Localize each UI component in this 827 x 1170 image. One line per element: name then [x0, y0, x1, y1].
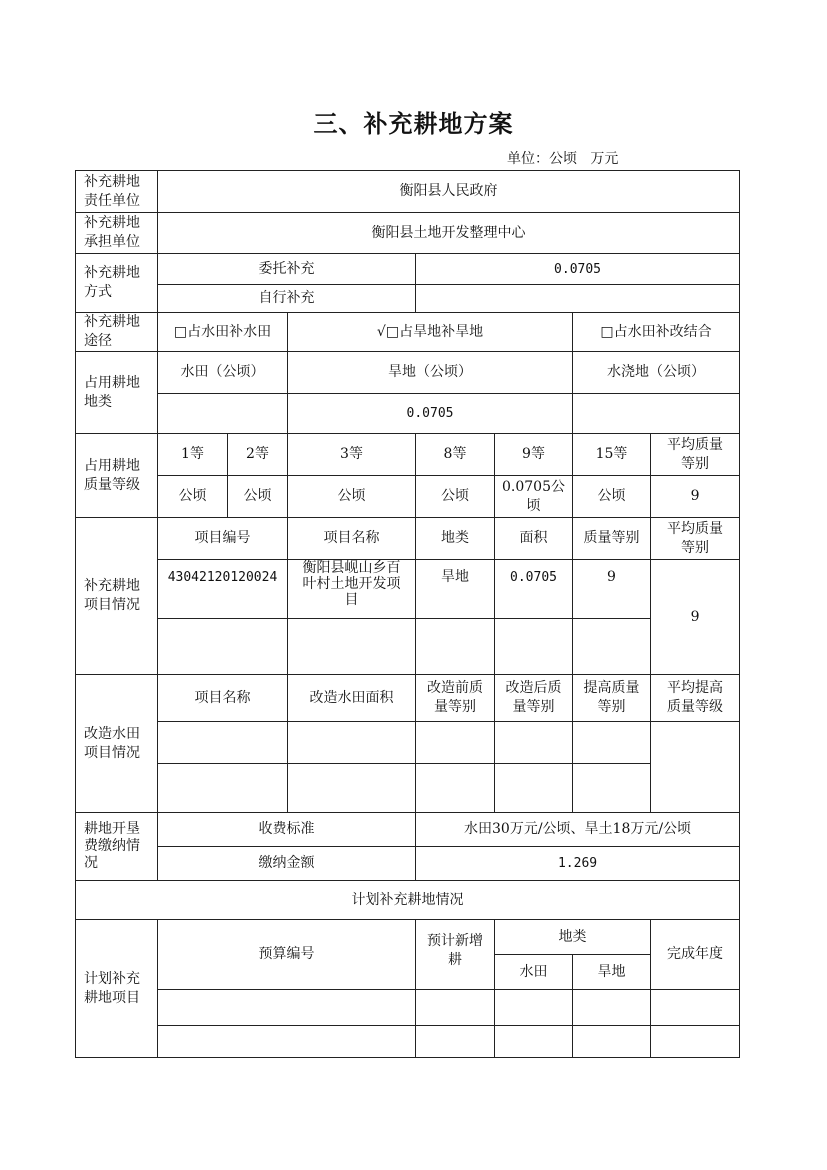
quality-label [76, 434, 158, 518]
project-header: 项目编号 [158, 518, 288, 560]
fee-amount-value: 1.269 [416, 847, 740, 881]
paddy-header [495, 675, 573, 722]
project-header: 面积 [495, 518, 573, 560]
grade-value: 公顷 [158, 476, 228, 518]
plan-dry-header: 旱地 [573, 955, 651, 990]
undertake-unit-label-text: 补充耕地 承担单位 [84, 215, 140, 250]
paddy-empty-cell [651, 722, 740, 813]
project-empty-cell [158, 619, 288, 675]
plan-empty-cell [158, 1026, 416, 1058]
fee-label [76, 813, 158, 881]
project-name [288, 560, 416, 619]
landtype-value-dry: 0.0705 [288, 394, 573, 434]
paddy-empty-cell [288, 764, 416, 813]
project-header-avg [651, 518, 740, 560]
landtype-header-irrigated: 水浇地（公顷） [573, 352, 740, 394]
plan-label-text: 计划补充 耕地项目 [84, 970, 140, 1006]
paddy-header [573, 675, 651, 722]
paddy-empty-cell [158, 722, 288, 764]
plan-paddy-header: 水田 [495, 955, 573, 990]
route-option-paddy: □占水田补水田 [158, 313, 288, 352]
undertake-unit-label [76, 213, 158, 254]
project-header: 项目名称 [288, 518, 416, 560]
paddy-header-text: 改造后质 量等别 [505, 680, 562, 715]
paddy-empty-cell [495, 764, 573, 813]
resp-unit-value: 衡阳县人民政府 [158, 171, 740, 213]
project-header: 质量等别 [573, 518, 651, 560]
grade-header: 15等 [573, 434, 651, 476]
project-label-text: 补充耕地 项目情况 [84, 578, 140, 613]
farmland-plan-table [75, 170, 740, 1058]
grade-value: 公顷 [573, 476, 651, 518]
grade-header-avg [651, 434, 740, 476]
paddy-label-text: 改造水田 项目情况 [84, 725, 140, 761]
paddy-header: 项目名称 [158, 675, 288, 722]
project-header-avg-text: 平均质量 等别 [667, 520, 724, 556]
grade-value [495, 476, 573, 518]
grade-header-avg-text: 平均质量 等别 [667, 436, 724, 472]
grade-header: 9等 [495, 434, 573, 476]
plan-label [76, 920, 158, 1058]
plan-empty-cell [573, 990, 651, 1026]
grade-value: 公顷 [288, 476, 416, 518]
project-quality: 9 [573, 560, 651, 619]
fee-amount-label: 缴纳金额 [158, 847, 416, 881]
quality-label-text: 占用耕地 质量等级 [84, 457, 140, 493]
plan-newland-text: 预计新增 耕 [427, 933, 483, 968]
landtype-label [76, 352, 158, 434]
project-empty-cell [288, 619, 416, 675]
grade-value-text: 0.0705公 顷 [502, 478, 565, 514]
grade-header: 1等 [158, 434, 228, 476]
paddy-header-text: 平均提高 质量等级 [667, 680, 724, 715]
route-option-dry: √□占旱地补旱地 [288, 313, 573, 352]
project-name-text: 衡阳县岘山乡百 叶村土地开发项 目 [302, 560, 401, 608]
paddy-empty-cell [158, 764, 288, 813]
project-header: 地类 [416, 518, 495, 560]
plan-empty-cell [495, 1026, 573, 1058]
method-label [76, 254, 158, 313]
landtype-label-text: 占用耕地 地类 [84, 374, 140, 410]
project-landtype: 旱地 [416, 560, 495, 619]
project-code: 43042120120024 [158, 560, 288, 619]
route-label [76, 313, 158, 352]
project-label [76, 518, 158, 675]
resp-unit-label-text: 补充耕地 责任单位 [84, 173, 140, 209]
project-empty-cell [573, 619, 651, 675]
plan-empty-cell [158, 990, 416, 1026]
plan-newland-header [416, 920, 495, 990]
plan-budget-header: 预算编号 [158, 920, 416, 990]
paddy-empty-cell [573, 722, 651, 764]
method-entrust: 委托补充 [158, 254, 416, 285]
project-empty-cell [495, 619, 573, 675]
method-entrust-value: 0.0705 [416, 254, 740, 285]
fee-standard-label: 收费标准 [158, 813, 416, 847]
plan-empty-cell [651, 990, 740, 1026]
plan-empty-cell [416, 1026, 495, 1058]
plan-landtype-header: 地类 [495, 920, 651, 955]
unit-label: 单位：公顷 万元 [507, 151, 619, 167]
grade-header: 3等 [288, 434, 416, 476]
grade-value-avg: 9 [651, 476, 740, 518]
resp-unit-label [76, 171, 158, 213]
project-area: 0.0705 [495, 560, 573, 619]
page-title: 三、补充耕地方案 [313, 109, 514, 138]
plan-empty-cell [651, 1026, 740, 1058]
paddy-header [416, 675, 495, 722]
paddy-empty-cell [288, 722, 416, 764]
landtype-value-paddy [158, 394, 288, 434]
project-empty-cell [416, 619, 495, 675]
paddy-empty-cell [416, 764, 495, 813]
paddy-label [76, 675, 158, 813]
plan-section-header: 计划补充耕地情况 [76, 881, 740, 920]
method-label-text: 补充耕地 方式 [84, 265, 140, 300]
landtype-value-irrigated [573, 394, 740, 434]
paddy-header-text: 提高质量 等别 [583, 680, 640, 715]
route-label-text: 补充耕地 途径 [84, 314, 140, 349]
method-self: 自行补充 [158, 285, 416, 313]
paddy-empty-cell [416, 722, 495, 764]
undertake-unit-value: 衡阳县土地开发整理中心 [158, 213, 740, 254]
route-option-mixed: □占水田补改结合 [573, 313, 740, 352]
paddy-header-text: 改造前质 量等别 [427, 680, 483, 715]
landtype-header-dry: 旱地（公顷） [288, 352, 573, 394]
fee-standard-value: 水田30万元/公顷、旱土18万元/公顷 [416, 813, 740, 847]
landtype-header-paddy: 水田（公顷） [158, 352, 288, 394]
grade-value: 公顷 [416, 476, 495, 518]
fee-label-text: 耕地开垦 费缴纳情 况 [84, 821, 140, 871]
paddy-header: 改造水田面积 [288, 675, 416, 722]
paddy-empty-cell [495, 722, 573, 764]
grade-value: 公顷 [228, 476, 288, 518]
plan-empty-cell [573, 1026, 651, 1058]
plan-empty-cell [416, 990, 495, 1026]
paddy-header [651, 675, 740, 722]
project-avg-quality: 9 [651, 560, 740, 675]
paddy-empty-cell [573, 764, 651, 813]
grade-header: 8等 [416, 434, 495, 476]
method-self-value [416, 285, 740, 313]
plan-empty-cell [495, 990, 573, 1026]
plan-year-header: 完成年度 [651, 920, 740, 990]
grade-header: 2等 [228, 434, 288, 476]
